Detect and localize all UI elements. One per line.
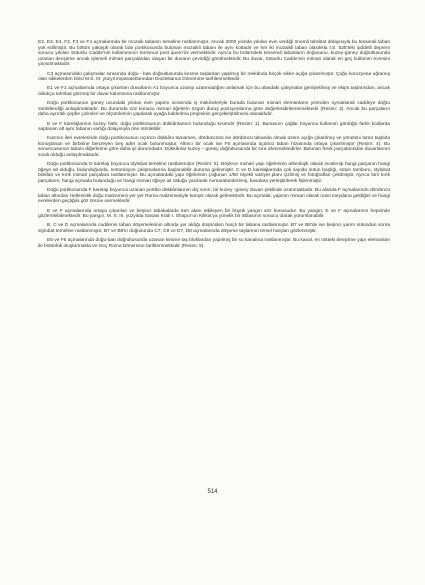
paragraph-7: Doğu portikosunda D karelajı boyunca stylobat temeline rastlanmıştır (Resim: 5). Böylece mimari yapı öğelerinin arkeolojik olarak incelenip hangi parçanın hangi öğeye ait olduğu, bulunduğunda, restorasyon çalışmalarına başlanabilir duruma gelinmiştir. C ve D karelajlarında çok sayıda sütun başlığı, sütun tamburu, stylobat blokları ve kırık mimari parçalara rastlanmıştır. Bu açmalardaki yapı öğelerinin çoğunun 1/50 ölçekli vaziyet planı çizilmiş ve fotoğrafları çekilmiştir. Ayrıca tüm kırık parçaların, hangi açmada bulunduğu ve hangi mimari öğeye ait olduğu yazılarak numaralandırılmış, kasalara yerleştirilerek fişlenmiştir. <box>38 162 390 185</box>
body-text <box>38 40 390 253</box>
paragraph-11: E6 ve F6 açmalarında doğu-batı doğrultusunda uzanan kesme taş bloklardan yapılmış bir su kanalına rastlanmıştır. Bu kanal, en üstteki devşirme yapı elemanları ile bütünlük oluşturmakta ve Geç Roma Dönemine tarihlenmektedir (Resim: 5). <box>38 238 390 249</box>
paragraph-2: C3 açmasındaki çalışmalar sırasında doğu - batı doğrultusunda kesme taşlardan yapılmış bir mekânda birçok sikke açığa çıkarılmıştır. Çoğu korozyona uğramış olan sikkelerden birisi M.S. III. yüzyıl imparatorlarından Diocletianus Dönemine tarihlenmektedir. <box>38 71 390 83</box>
paragraph-4: Doğu portikosunun güney ucundaki yıkılan evin yapımı sırasında iş makineleriyle burada bulunan mimari elemanların yerinden oynatılarak caddeye doğru sürüklendiği anlaşılmaktadır. Bu durumda söz konusu mimari öğelerin özgün duruş pozisyonlarına göre değerlendirilememektedir (Resim: 3). Ancak bu parçaların daha ayrıntılı çephe çizimleri ve ölçümlerinin yapılarak ayağa kaldırılma projesinin gerçekleştirilmesi olanaklıdır. <box>38 101 390 118</box>
paragraph-1: E2, E3, E4, F2, F3 ve F4 açmalarında bir mozaik tabanın temeline rastlanmıştır. Ancak 2000 yılında yıkılan evin verdiği önemli tahribat dolayısıyla bu tesserali taban yok edilmiştir. Bu bölüm yakaşık olarak batı portikosunda bulunan mozaikli tabanı ile aynı kottadır ve her iki mozaikli taban olasılıkla İ.S. 525’teki şiddetli deprem sonucu yıkılan Sütunlu Cadde’nin kullanımının terminus post quem’ini vermektedir. Ayrıca bu bölümdeki tesserali tabanların doğusunu, kuzey-güney doğrultusunda uzanan devşirme ancak işlemeli mimari parçalardan oluşan bir duvarın çevirdiği görülmektedir. Bu duvar, Sütunlu Cadde’nin mimari olarak en geç kullanım evresini yansıtmaktadır. <box>38 40 390 68</box>
paragraph-9: E ve F açmalarında ortaya çıkarılan ve beşinci tabakalarda tüm alanı etkileyen bir büyük yangın söz konusudur. Bu yangın, E ve F açmalarının hepsinde gözlemlebilmektedir. Bu yangın, M. S. III. yüzyılda Sasani Kralı I. Shapur’un Kilikia’ya yönelik bir istilasının sonucu olarak yorumlanabilir. <box>38 208 390 220</box>
paragraph-8: Doğu portikosunda F karelajı boyunca uzanan portiko dükkânlarının dış sınırı, bir kuzey -güney duvarı şeklinde uzanmaktadır. Bu alanda F açmalarında dördüncü taban altından Hellenistik doğu malzemesi yer yer Roma malzemesiyle karışık olarak gelmektedir. Bu açmalar, yapının mimari olarak nasıl meydana geldiğini ve hangi evrelerden geçtiğini göz önüne sermektedir. <box>38 188 390 205</box>
page-number: 514 <box>207 489 218 495</box>
paragraph-3: E1 ve F1 açmalarında ortaya çıkarılan duvarların A1 boyunca uzanıp uzanmadığını anlamak için bu alandaki çalışmalar genişletilmiş ve ekips taşlarından, ancak oldukça tahribat görmüş bir duvar kalıntısına rastlanmıştır. <box>38 86 390 97</box>
paragraph-10: B, C ve D açmalarında caddenin taban döşemelerinin altında yer aldığı düşünülen harçlı bir tabana rastlanmıştır. B7 ve B8’de ise beşinci yarım sütundan sonra stylobat temeline rastlanmıştır. B7 ve B8’in doğusunda C7, C8 ve D7, D8 açmalarında döşeme taşlarının temel harçları gözlenmiştir. <box>38 223 390 234</box>
paragraph-6: Kazının ileri evrelerinde doğu portikosunun üçüncü dükkânı tamamen, dördüncüsü ise dördüncü tabanda olmak üzere açığa çıkarılmış ve yönetimi tümü taşlarla konuşlanan ve birbirine benzeyen beş adet ocak bulunmuştur. Altıncı bir ocak ise F6 açmasında üçüncü taban hizasında ortaya çıkarılmıştır (Resim: 4). Bu sonuncusunun tabanı diğerlerine göre daha iyi durumdadır. Dükkânlar kuzey – güney doğrultusunda bir sıra izlenmektedirler. Bulunan fresk parçalarından duvarlarının sıvalı olduğu anlaşılmaktadır. <box>38 136 390 159</box>
paragraph-5: E ve F karelajlarının kuzey hattı, doğu portikosunun dükkânlarının bulunduğu kısımdır (Resim: 1). Burasının çağlar boyunca kullanım gördüğü farklı kodlarda saptanan alt aynı tabanın varlığı dolayısıyla öne sürülebilir. <box>38 121 390 133</box>
